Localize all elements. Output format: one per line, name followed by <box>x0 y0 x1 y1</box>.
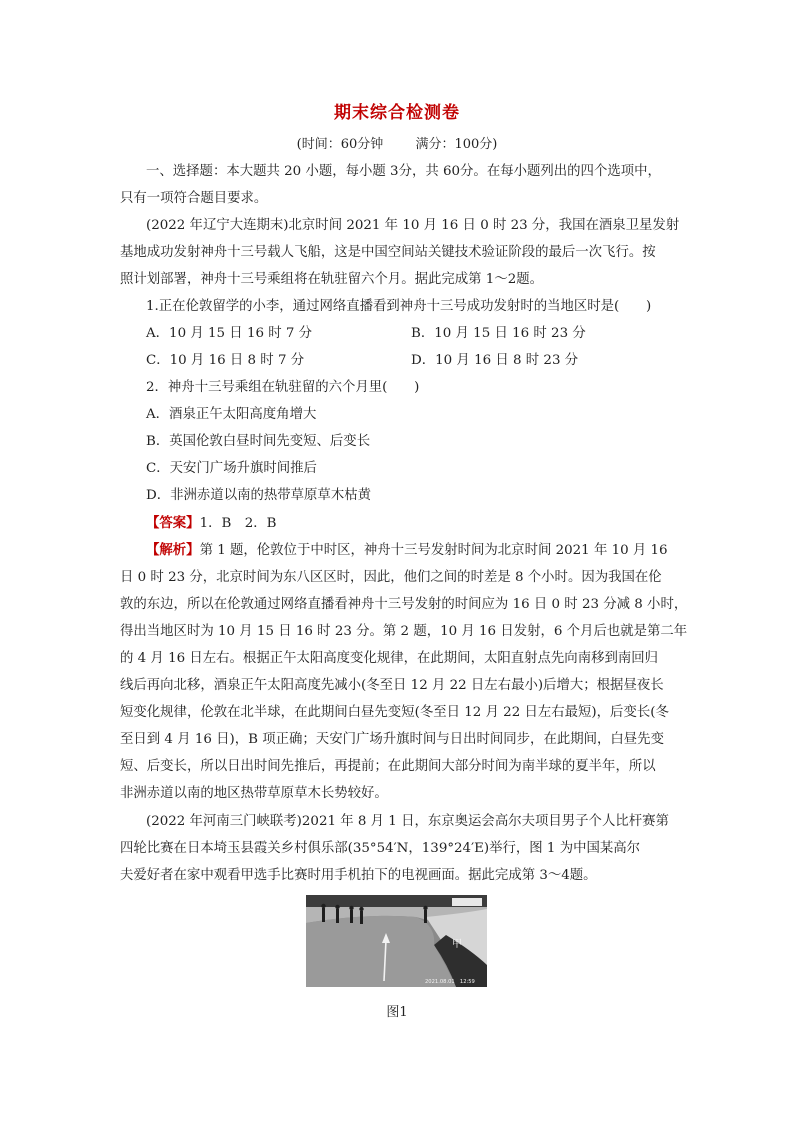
passage-1-line: 照计划部署，神舟十三号乘组将在轨驻留六个月。据此完成第 1～2题。 <box>120 272 544 287</box>
analysis-line: 线后再向北移，酒泉正午太阳高度先减小(冬至日 12 月 22 日左右最小)后增大；根据昼夜长 <box>120 678 664 693</box>
section-intro: 一、选择题：本大题共 20 小题，每小题 3分，共 60分。在每小题列出的四个选项中， <box>146 164 661 179</box>
passage-2-line: 夫爱好者在家中观看甲选手比赛时用手机拍下的电视画面。据此完成第 3～4题。 <box>120 868 597 883</box>
section-intro-cont: 只有一项符合题目要求。 <box>120 191 268 206</box>
analysis-line: 至日到 4 月 16 日)，B 项正确；天安门广场升旗时间与日出时间同步，在此期间，白昼先变 <box>120 732 664 747</box>
question-2-stem: 2．神舟十三号乘组在轨驻留的六个月里( ) <box>146 380 420 395</box>
question-1-option-c: C．10 月 16 日 8 时 7 分 <box>146 353 305 368</box>
analysis-line: 得出当地区时为 10 月 15 日 16 时 23 分。第 2 题，10 月 16 日发射，6 个月后也就是第二年 <box>120 624 688 639</box>
analysis-line: 短变化规律，伦敦在北半球，在此期间白昼先变短(冬至日 12 月 22 日左右最短)，后变长(冬 <box>120 705 669 720</box>
question-1-option-d: D．10 月 16 日 8 时 23 分 <box>411 353 579 368</box>
passage-2-line: 四轮比赛在日本埼玉县霞关乡村俱乐部(35°54′N，139°24′E)举行，图 1 为中国某高尔 <box>120 841 641 856</box>
analysis-tag: 【解析】 <box>146 542 200 558</box>
tv-timestamp: 2021.08.01 12:59 <box>425 979 475 985</box>
tv-screen-photo <box>306 895 487 987</box>
passage-1-line: (2022 年辽宁大连期末)北京时间 2021 年 10 月 16 日 0 时 23 分，我国在酒泉卫星发射 <box>146 218 680 233</box>
answer-text: 1．B 2．B <box>199 516 277 531</box>
answer-line <box>146 517 276 530</box>
answer-tag: 【答案】 <box>146 515 200 531</box>
question-2-option-a: A．酒泉正午太阳高度角增大 <box>146 407 317 422</box>
figure-caption: 图1 <box>386 1005 408 1020</box>
analysis-line <box>146 544 668 557</box>
question-1-stem: 1.正在伦敦留学的小李，通过网络直播看到神舟十三号成功发射时的当地区时是( ) <box>146 299 652 314</box>
analysis-line: 日 0 时 23 分，北京时间为东八区区时，因此，他们之间的时差是 8 个小时。因为我国在伦 <box>120 570 662 585</box>
question-1-option-a: A．10 月 15 日 16 时 7 分 <box>146 326 313 341</box>
passage-1-line: 基地成功发射神舟十三号载人飞船，这是中国空间站关键技术验证阶段的最后一次飞行。按 <box>120 245 656 260</box>
question-2-option-d: D．非洲赤道以南的热带草原草木枯黄 <box>146 488 371 503</box>
analysis-line: 短、后变长，所以日出时间先推后，再提前；在此期间大部分时间为南半球的夏半年，所以 <box>120 759 656 774</box>
analysis-text: 第 1 题，伦敦位于中时区，神舟十三号发射时间为北京时间 2021 年 10 月 16 <box>199 543 668 558</box>
question-1-option-b: B．10 月 15 日 16 时 23 分 <box>411 326 586 341</box>
passage-2-line: (2022 年河南三门峡联考)2021 年 8 月 1 日，东京奥运会高尔夫项目男子个人比杆赛第 <box>146 814 669 829</box>
exam-time: (时间：60分钟 <box>296 137 384 152</box>
analysis-line: 敦的东边，所以在伦敦通过网络直播看神舟十三号发射的时间应为 16 日 0 时 23 分减 8 小时， <box>120 597 688 612</box>
exam-score: 满分：100分) <box>415 137 498 152</box>
page-title: 期末综合检测卷 <box>334 103 460 123</box>
golf-green-illustration <box>306 895 487 987</box>
question-2-option-c: C．天安门广场升旗时间推后 <box>146 461 317 476</box>
analysis-line: 的 4 月 16 日左右。根据正午太阳高度变化规律，在此期间，太阳直射点先向南移到南回归 <box>120 651 659 666</box>
analysis-line: 非洲赤道以南的地区热带草原草木长势较好。 <box>120 786 388 801</box>
player-marker: 甲 <box>452 939 462 950</box>
question-2-option-b: B．英国伦敦白昼时间先变短、后变长 <box>146 434 371 449</box>
exam-info <box>0 133 794 152</box>
